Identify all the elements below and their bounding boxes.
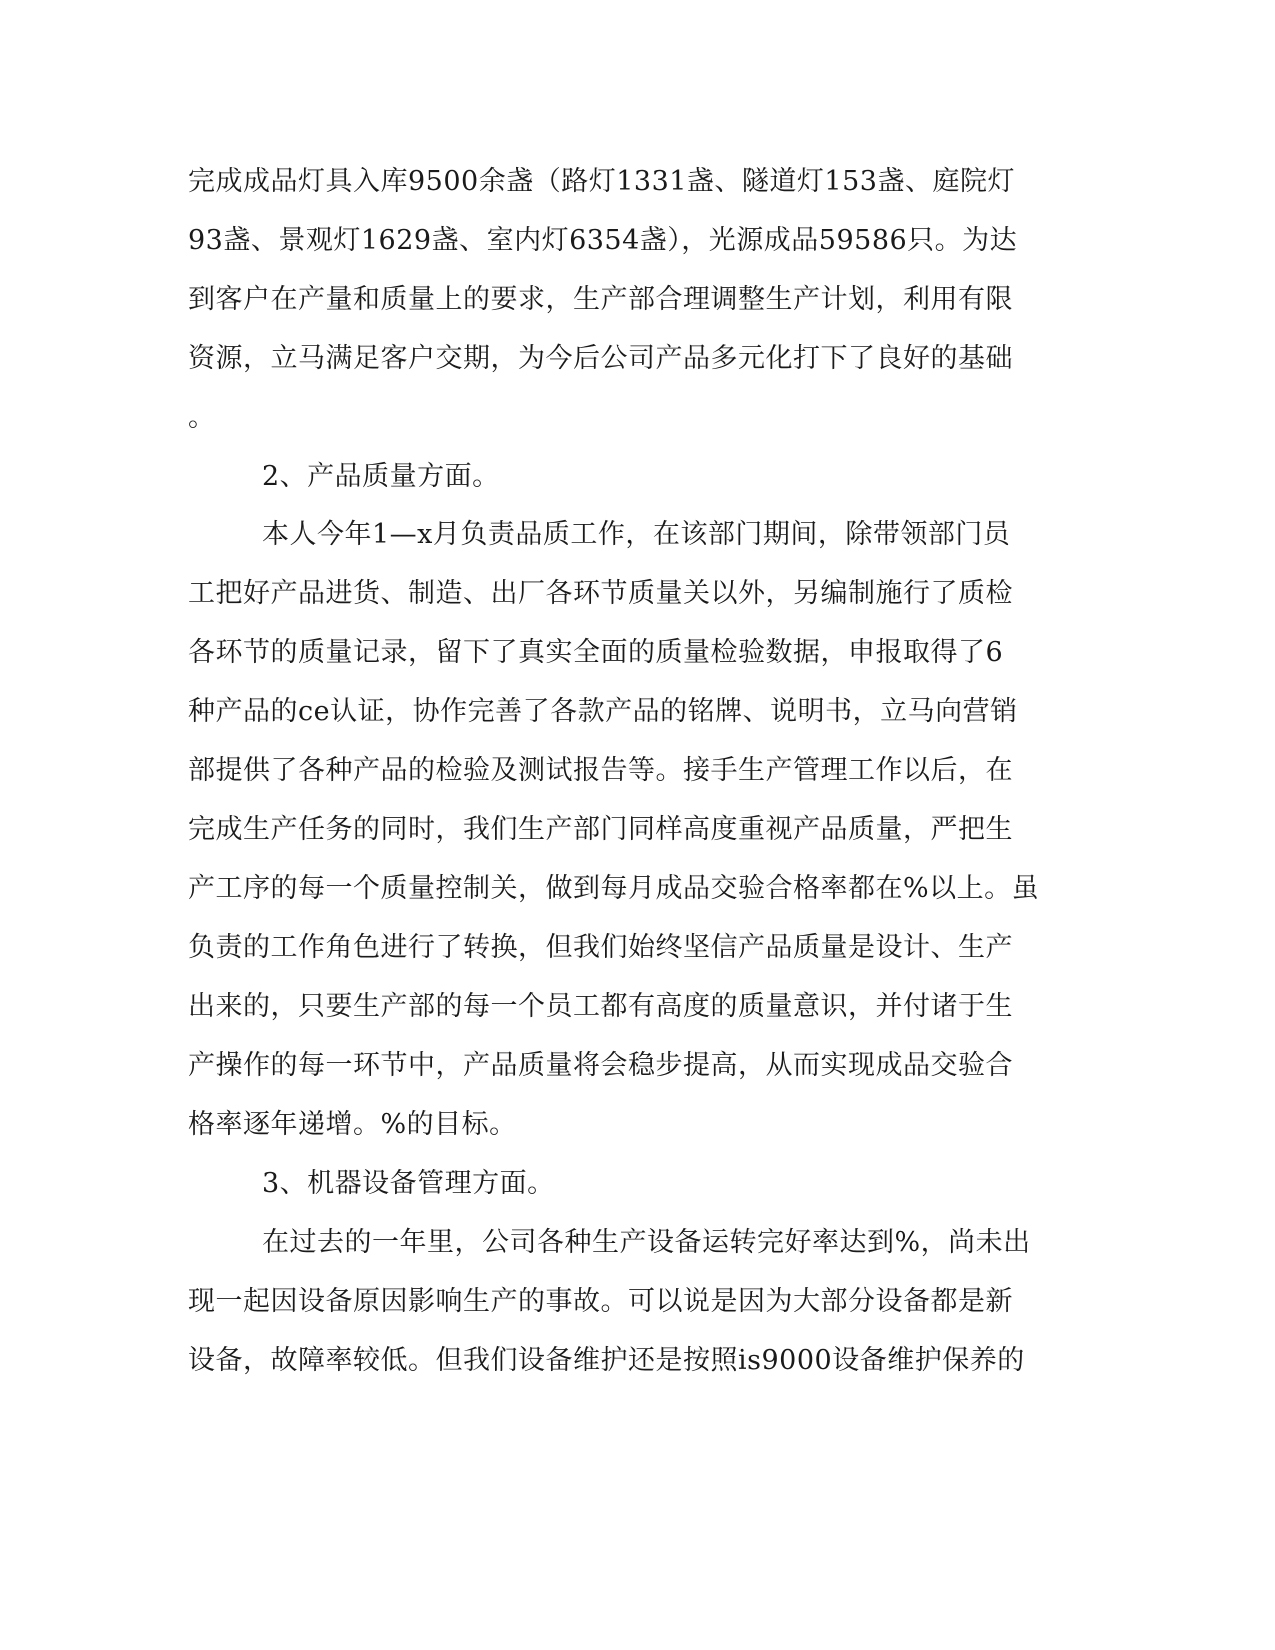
text-line: 。 [188,402,216,433]
text-line: 出来的，只要生产部的每一个员工都有高度的质量意识，并付诸于生 [188,991,1013,1022]
text-line: 工把好产品进货、制造、出厂各环节质量关以外，另编制施行了质检 [188,578,1013,609]
text-line: 完成成品灯具入库9500余盏（路灯1331盏、隧道灯153盏、庭院灯 [188,166,1015,197]
text-line: 资源，立马满足客户交期，为今后公司产品多元化打下了良好的基础 [188,343,1013,374]
text-line: 设备，故障率较低。但我们设备维护还是按照is9000设备维护保养的 [188,1345,1025,1376]
text-line: 完成生产任务的同时，我们生产部门同样高度重视产品质量，严把生 [188,814,1013,845]
text-line: 格率逐年递增。%的目标。 [188,1109,517,1140]
text-line: 现一起因设备原因影响生产的事故。可以说是因为大部分设备都是新 [188,1286,1013,1317]
section-heading: 2、产品质量方面。 [262,461,500,492]
text-line: 产工序的每一个质量控制关，做到每月成品交验合格率都在%以上。虽 [188,873,1040,904]
text-line: 产操作的每一环节中，产品质量将会稳步提高，从而实现成品交验合 [188,1050,1013,1081]
section-heading: 3、机器设备管理方面。 [262,1168,555,1199]
text-line: 部提供了各种产品的检验及测试报告等。接手生产管理工作以后，在 [188,755,1013,786]
text-line: 种产品的ce认证，协作完善了各款产品的铭牌、说明书，立马向营销 [188,696,1018,727]
text-line: 负责的工作角色进行了转换，但我们始终坚信产品质量是设计、生产 [188,932,1013,963]
text-line: 到客户在产量和质量上的要求，生产部合理调整生产计划，利用有限 [188,284,1013,315]
text-line: 各环节的质量记录，留下了真实全面的质量检验数据，申报取得了6 [188,637,1004,668]
text-line: 93盏、景观灯1629盏、室内灯6354盏），光源成品59586只。为达 [188,225,1018,256]
paragraph-first-line: 在过去的一年里，公司各种生产设备运转完好率达到%，尚未出 [262,1227,1031,1258]
paragraph-first-line: 本人今年1—x月负责品质工作，在该部门期间，除带领部门员 [262,519,1011,550]
